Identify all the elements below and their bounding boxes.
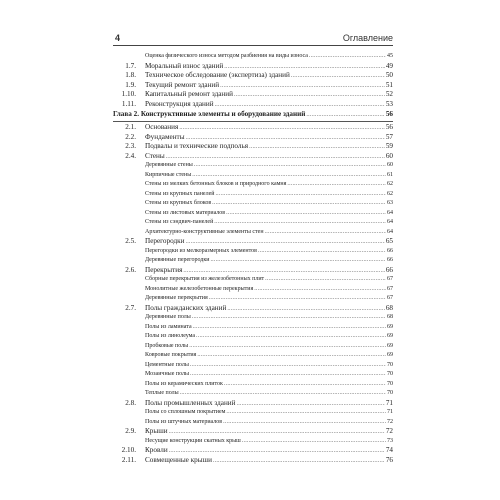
chapter-rule [113,121,393,122]
toc-section-row [113,456,393,466]
toc-entry-line [145,171,393,181]
toc-entry-title: Крыши [145,427,168,435]
toc-subsection-row [113,408,393,418]
toc-entry-title: Сборные перекрытия из железобетонных плит [145,276,265,282]
toc-entry-page: 66 [387,247,393,254]
toc-entry-line [145,256,393,266]
toc-subsection-row [113,323,393,333]
toc-entry-page: 69 [387,333,393,339]
toc-entry-title: Теплые полы [145,390,179,396]
toc-entry-page: 60 [385,151,393,160]
toc-entry-title: Деревянные полы [145,314,191,320]
toc-entry-line [145,218,393,228]
toc-entry-title: Деревянные перегородки [145,257,210,263]
toc-dot-leader [210,256,386,266]
toc-entry-number: 2.4. [125,151,136,160]
toc-entry-title: Полы из керамических плиток [145,380,223,387]
toc-dot-leader [212,199,386,209]
toc-entry-number: 2.10. [121,446,136,454]
toc-section-row [113,266,393,276]
toc-entry-number: 1.10. [121,90,136,98]
toc-dot-leader [213,457,385,467]
toc-dot-leader [254,285,386,295]
toc-dot-leader [265,275,386,285]
toc-dot-leader [192,171,386,181]
toc-subsection-row [113,294,393,304]
toc-entry-page: 70 [387,390,393,396]
toc-subsection-row [113,437,393,447]
toc-entry-number: 1.9. [125,80,136,89]
toc-section-row [113,446,393,456]
toc-entry-title: Архитектурно-конструктивные элементы стен [145,228,264,235]
toc-entry-page: 69 [387,352,393,358]
toc-entry-title: Несущие конструкции скатных крыш [145,437,241,444]
toc-subsection-row [113,199,393,209]
toc-subsection-row [113,418,393,428]
toc-dot-leader [189,342,386,352]
toc-entry-page: 56 [385,123,393,131]
toc-entry-title: Реконструкция зданий [145,99,214,108]
toc-subsection-row [113,171,393,181]
toc-entry-page: 70 [387,380,393,387]
toc-entry-number: 2.11. [121,455,136,464]
toc-entry-title: Кирпичные стены [145,171,192,178]
toc-subsection-row [113,228,393,238]
toc-entry-number: 2.2. [125,132,136,141]
toc-entry-title: Полы из линолеума [145,333,196,339]
toc-entry-page: 62 [387,190,393,197]
toc-entry-title: Стены из крупных блоков [145,200,212,206]
toc-entry-title: Перегородки [145,237,185,245]
toc-subsection-row [113,361,393,371]
toc-entry-page: 68 [387,314,393,320]
toc-subsection-row [113,389,393,399]
toc-entry-page: 52 [385,90,393,98]
toc-dot-leader [265,228,386,238]
toc-dot-leader [242,437,386,447]
toc-entry-line [145,228,393,238]
toc-entry-title: Полы со сплошным покрытием [145,409,226,415]
toc-entry-page: 72 [387,418,393,425]
toc-entry-page: 59 [385,142,393,150]
toc-section-row [113,62,393,72]
toc-entry-title: Мозаичные полы [145,371,190,377]
toc-entry-page: 66 [385,265,393,274]
toc-subsection-row [113,218,393,228]
toc-entry-number: 2.7. [125,303,136,312]
toc-entry-page: 65 [385,237,393,245]
toc-section-row [113,152,393,162]
toc-subsection-row [113,380,393,390]
toc-entry-title: Основания [145,123,179,131]
toc-entry-line [145,380,393,390]
toc-entry-title: Перегородки из мелкоразмерных элементов [145,247,257,254]
toc-entry-line [145,418,393,428]
toc-entry-title: Стены из листовых материалов [145,209,226,216]
toc-entry-page: 67 [387,295,393,301]
toc-entry-line [145,332,393,342]
toc-dot-leader [223,418,386,428]
toc-entry-number: 1.8. [125,71,136,79]
toc-entry-title: Фундаменты [145,132,185,141]
toc-entry-title: Деревянные стены [145,162,193,168]
toc-entry-number: 1.7. [125,61,136,70]
toc-entry-line [145,247,393,257]
toc-dot-leader [194,161,386,171]
toc-entry-page: 57 [385,132,393,141]
toc-entry-page: 60 [387,162,393,168]
toc-entry-page: 67 [387,285,393,292]
toc-section-row [113,142,393,152]
toc-section-row [113,237,393,247]
toc-entry-page: 68 [385,303,393,312]
header-rule [113,45,393,46]
toc-entry-line [145,370,393,380]
toc-section-row [113,399,393,409]
toc-entry-page: 71 [387,409,393,415]
toc-entry-page: 73 [387,437,393,444]
toc-entry-line [145,52,393,62]
toc-entry-title: Стены из крупных панелей [145,190,215,197]
toc-entry-page: 51 [385,80,393,89]
toc-entry-page: 64 [387,209,393,216]
toc-entry-line [145,161,393,171]
toc-dot-leader [196,332,386,342]
toc-section-row [113,90,393,100]
toc-dot-leader [258,247,386,257]
toc-dot-leader [197,351,386,361]
toc-entry-title: Оценка физического износа методом разбиения на виды износа [145,53,308,59]
toc-entry-title: Ковровые покрытия [145,352,197,358]
toc-dot-leader [226,209,386,219]
table-of-contents [113,52,393,465]
toc-entry-title: Стены из сэндвич-панелей [145,219,214,225]
toc-entry-title: Пробковые полы [145,342,189,349]
toc-entry-line [145,313,393,323]
toc-entry-number: 2.9. [125,427,136,435]
toc-entry-line [145,190,393,200]
toc-subsection-row [113,313,393,323]
toc-entry-page: 67 [387,276,393,282]
toc-entry-title: Перекрытия [145,265,183,274]
toc-entry-title: Полы промышленных зданий [145,398,236,407]
toc-chapter-row [113,109,393,121]
toc-section-row [113,100,393,110]
toc-subsection-row [113,285,393,295]
toc-section-row [113,123,393,133]
toc-subsection-row [113,161,393,171]
toc-subsection-row [113,370,393,380]
toc-subsection-row [113,275,393,285]
toc-subsection-row [113,52,393,62]
toc-entry-number: 2.5. [125,237,136,245]
toc-subsection-row [113,247,393,257]
toc-entry-page: 64 [387,228,393,235]
toc-entry-title: Текущий ремонт зданий [145,80,220,89]
toc-entry-number: 2.8. [125,398,136,407]
toc-dot-leader [224,380,386,390]
toc-entry-line [145,361,393,371]
toc-entry-line [145,437,393,447]
toc-entry-line [145,456,393,467]
toc-entry-page: 71 [385,398,393,407]
toc-dot-leader [190,361,386,371]
toc-entry-line [145,323,393,333]
toc-entry-page: 62 [387,181,393,187]
toc-section-row [113,427,393,437]
toc-subsection-row [113,209,393,219]
running-header [113,31,393,45]
page-number: 4 [115,33,121,43]
toc-entry-line [145,408,393,418]
toc-subsection-row [113,342,393,352]
toc-dot-leader [193,323,386,333]
toc-subsection-row [113,351,393,361]
toc-subsection-row [113,256,393,266]
toc-entry-page: 70 [387,371,393,377]
toc-entry-page: 50 [385,71,393,79]
toc-entry-title: Цементные полы [145,361,189,368]
toc-dot-leader [226,408,386,418]
toc-entry-title: Полы из ламината [145,323,192,330]
toc-entry-line [145,180,393,190]
toc-entry-title: Моральный износ зданий [145,61,224,70]
toc-entry-title: Полы из штучных материалов [145,418,223,425]
toc-entry-line [145,342,393,352]
toc-entry-page: 53 [385,99,393,108]
toc-section-row [113,81,393,91]
toc-entry-title: Подвалы и технические подполья [145,142,249,150]
toc-entry-line [145,199,393,209]
toc-entry-title: Капитальный ремонт зданий [145,90,233,98]
toc-entry-line [145,351,393,361]
toc-dot-leader [309,52,386,62]
toc-entry-title: Совмещенные крыши [145,455,212,464]
toc-entry-page: 70 [387,361,393,368]
toc-dot-leader [215,190,386,200]
toc-section-row [113,304,393,314]
toc-entry-number: 2.6. [125,265,136,274]
toc-entry-number: 1.11. [121,99,136,108]
toc-entry-page: 61 [387,171,393,178]
toc-entry-page: 76 [385,455,393,464]
toc-section-row [113,133,393,143]
toc-entry-title: Глава 2. Конструктивные элементы и оборудование зданий [113,110,306,118]
toc-entry-line [145,285,393,295]
toc-dot-leader [180,389,386,399]
toc-entry-page: 49 [385,61,393,70]
toc-subsection-row [113,190,393,200]
toc-subsection-row [113,180,393,190]
toc-entry-title: Техническое обследование (экспертиза) зданий [145,71,290,79]
toc-dot-leader [209,294,386,304]
toc-dot-leader [190,370,386,380]
toc-entry-title: Стены из мелких бетонных блоков и природного камня [145,181,287,187]
toc-entry-line [145,209,393,219]
toc-entry-page: 69 [387,323,393,330]
toc-entry-page: 72 [385,427,393,435]
running-title: Оглавление [342,33,393,43]
toc-section-row [113,71,393,81]
toc-entry-line [145,389,393,399]
toc-entry-page: 74 [385,446,393,454]
toc-entry-number: 2.1. [125,123,136,131]
toc-dot-leader [214,218,386,228]
toc-subsection-row [113,332,393,342]
toc-entry-page: 45 [387,53,393,59]
toc-entry-page: 63 [387,200,393,206]
toc-entry-page: 56 [385,110,393,118]
toc-dot-leader [287,180,386,190]
toc-entry-title: Монолитные железобетонные перекрытия [145,285,254,292]
toc-entry-page: 64 [387,219,393,225]
toc-entry-line [145,275,393,285]
toc-entry-line [145,294,393,304]
toc-entry-title: Полы гражданских зданий [145,303,227,312]
toc-entry-number: 2.3. [125,142,136,150]
toc-entry-title: Деревянные перекрытия [145,295,208,301]
toc-dot-leader [192,313,386,323]
toc-entry-page: 66 [387,257,393,263]
toc-entry-title: Стены [145,151,165,160]
toc-entry-title: Кровли [145,446,168,454]
toc-entry-page: 69 [387,342,393,349]
